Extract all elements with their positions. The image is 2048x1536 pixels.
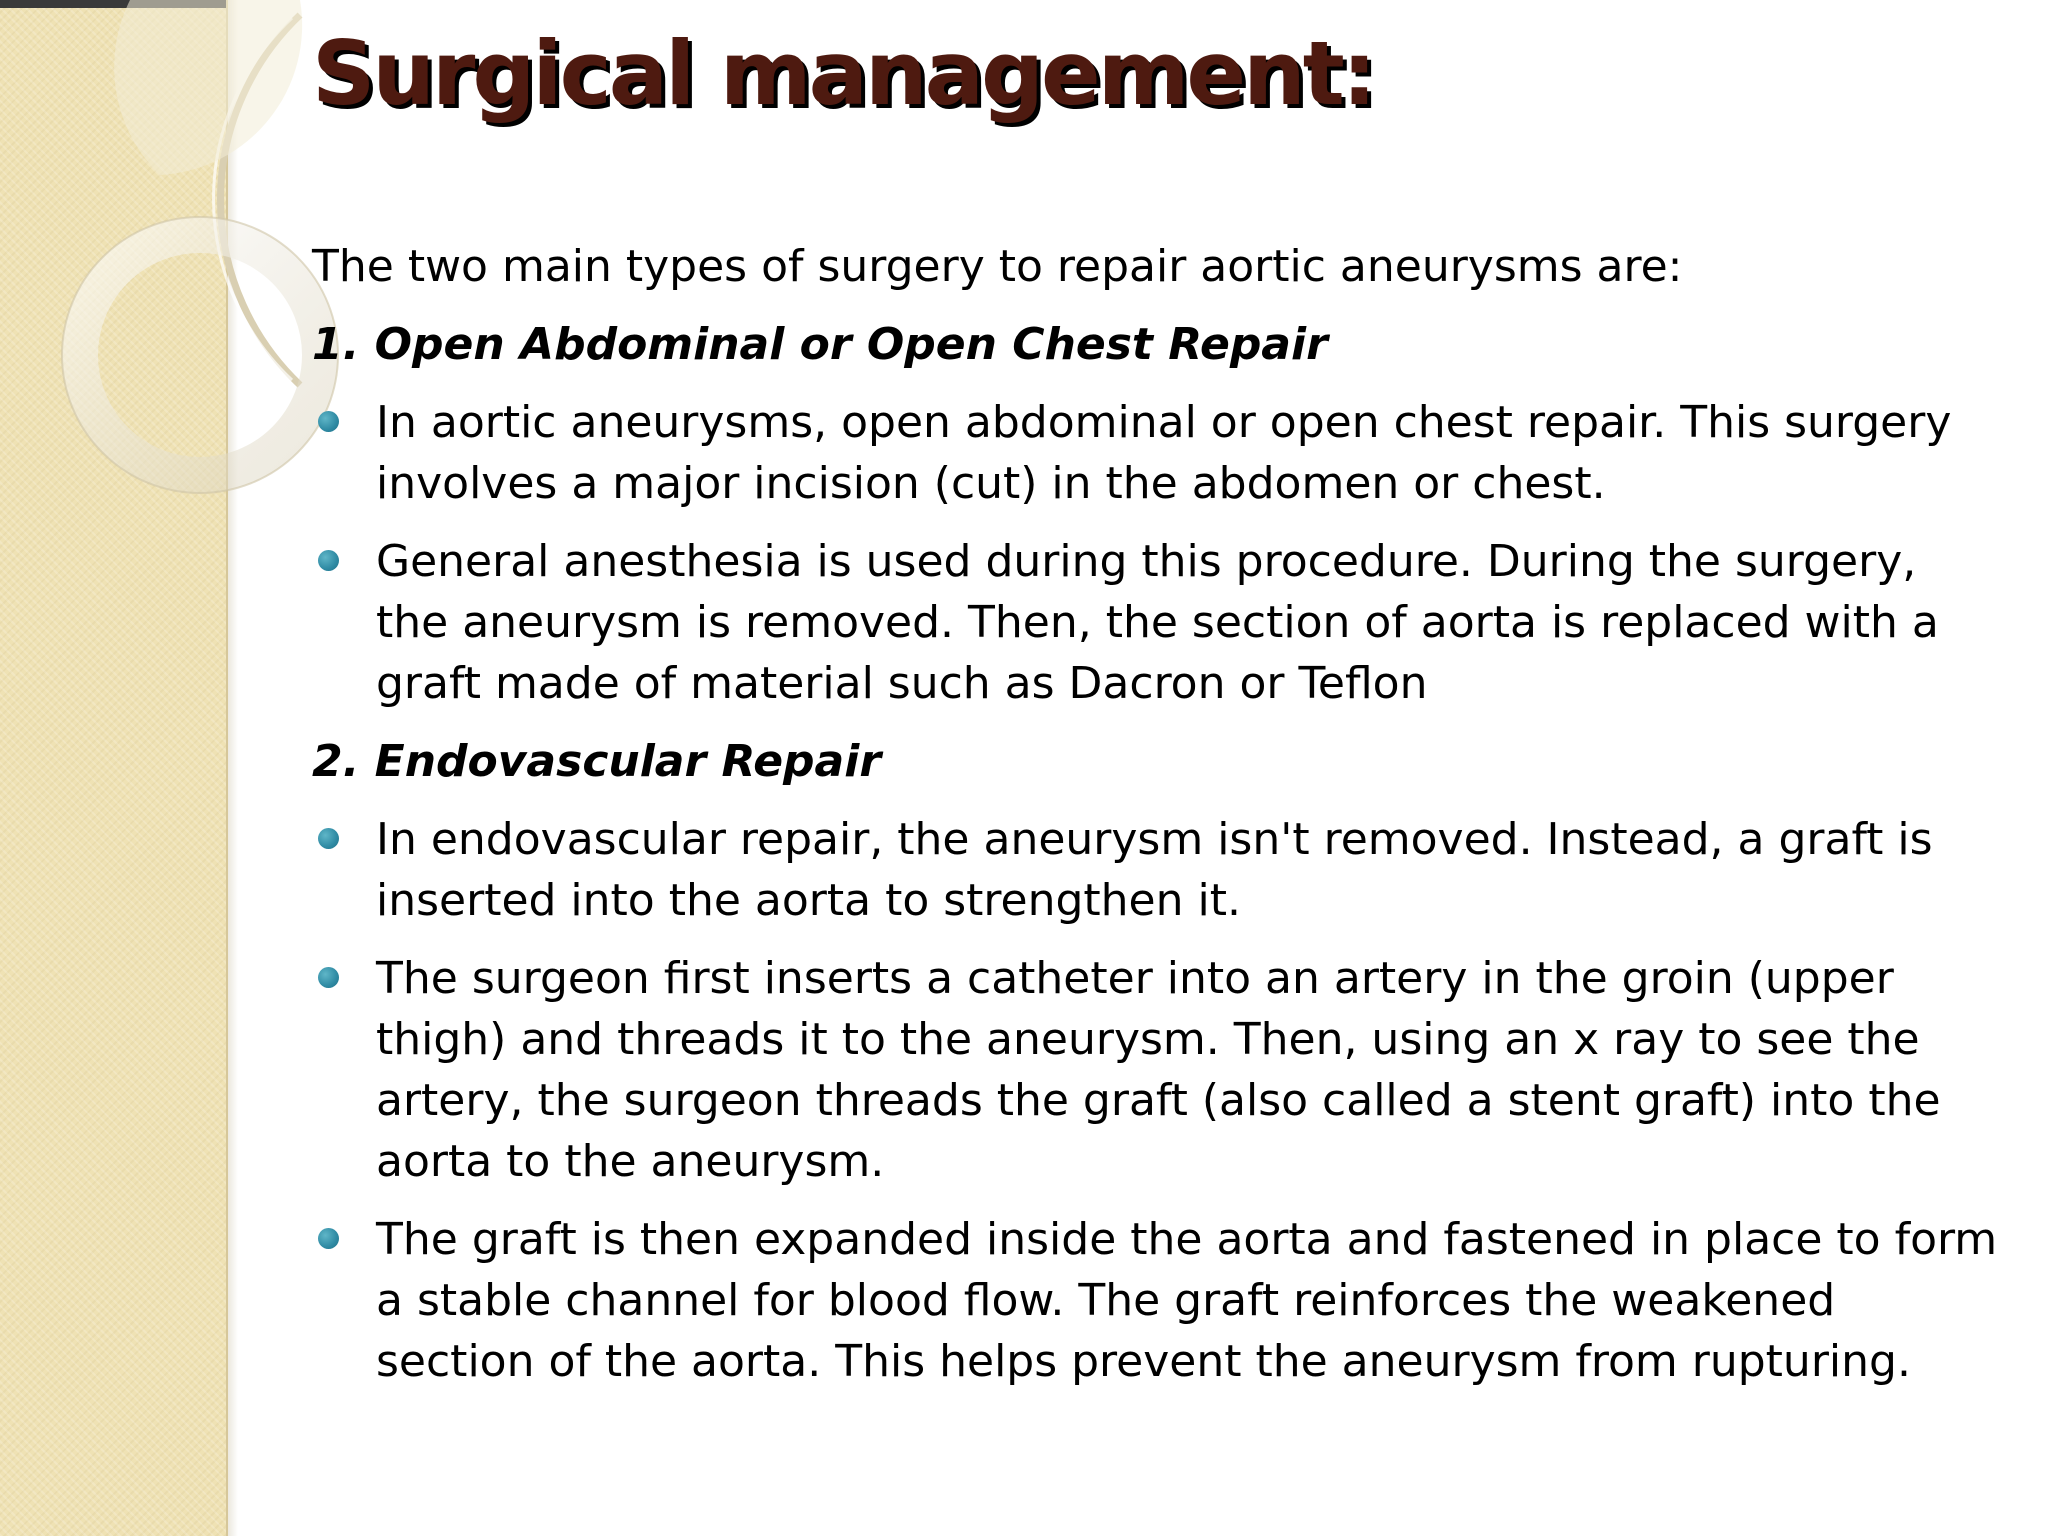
bullet-text: General anesthesia is used during this procedure. During the surgery, the aneurysm is removed. Then, the section of aorta is replaced with a graft made of material such as Dacron or Teflon (376, 536, 1939, 709)
top-ring-fill (114, 0, 302, 175)
bullet-list-open-repair (312, 392, 2002, 714)
bullet-text: The graft is then expanded inside the aorta and fastened in place to form a stable channel for blood flow. The graft reinforces the weakened section of the aorta. This helps prevent the aneurysm from rupturing. (376, 1214, 1998, 1387)
bullet-text: In endovascular repair, the aneurysm isn't removed. Instead, a graft is inserted into the aorta to strengthen it. (376, 814, 1933, 926)
list-item (312, 1209, 2002, 1392)
section-heading-open-repair: 1. Open Abdominal or Open Chest Repair (312, 319, 1328, 370)
bullet-text: The surgeon first inserts a catheter into an artery in the groin (upper thigh) and threads it to the aneurysm. Then, using an x ray to see the artery, the surgeon threads the graft (also called a stent graft) into the aorta to the aneurysm. (376, 953, 1941, 1187)
bullet-dot-icon (318, 1228, 339, 1249)
slide-body (312, 236, 2002, 1409)
middle-ring (80, 235, 320, 475)
bullet-dot-icon (318, 967, 339, 988)
bullet-dot-icon (318, 411, 339, 432)
intro-text: The two main types of surgery to repair aortic aneurysms are: (312, 241, 1683, 292)
bullet-dot-icon (318, 828, 339, 849)
bullet-dot-icon (318, 550, 339, 571)
list-item (312, 531, 2002, 714)
bullet-text: In aortic aneurysms, open abdominal or open chest repair. This surgery involves a major incision (cut) in the abdomen or chest. (376, 397, 1952, 509)
slide-title: Surgical management: (312, 22, 1374, 125)
bullet-list-endovascular-repair (312, 809, 2002, 1392)
list-item (312, 948, 2002, 1192)
list-item (312, 392, 2002, 514)
concentric-rings-decoration (0, 0, 360, 560)
section-heading-endovascular-repair: 2. Endovascular Repair (312, 736, 882, 787)
list-item (312, 809, 2002, 931)
